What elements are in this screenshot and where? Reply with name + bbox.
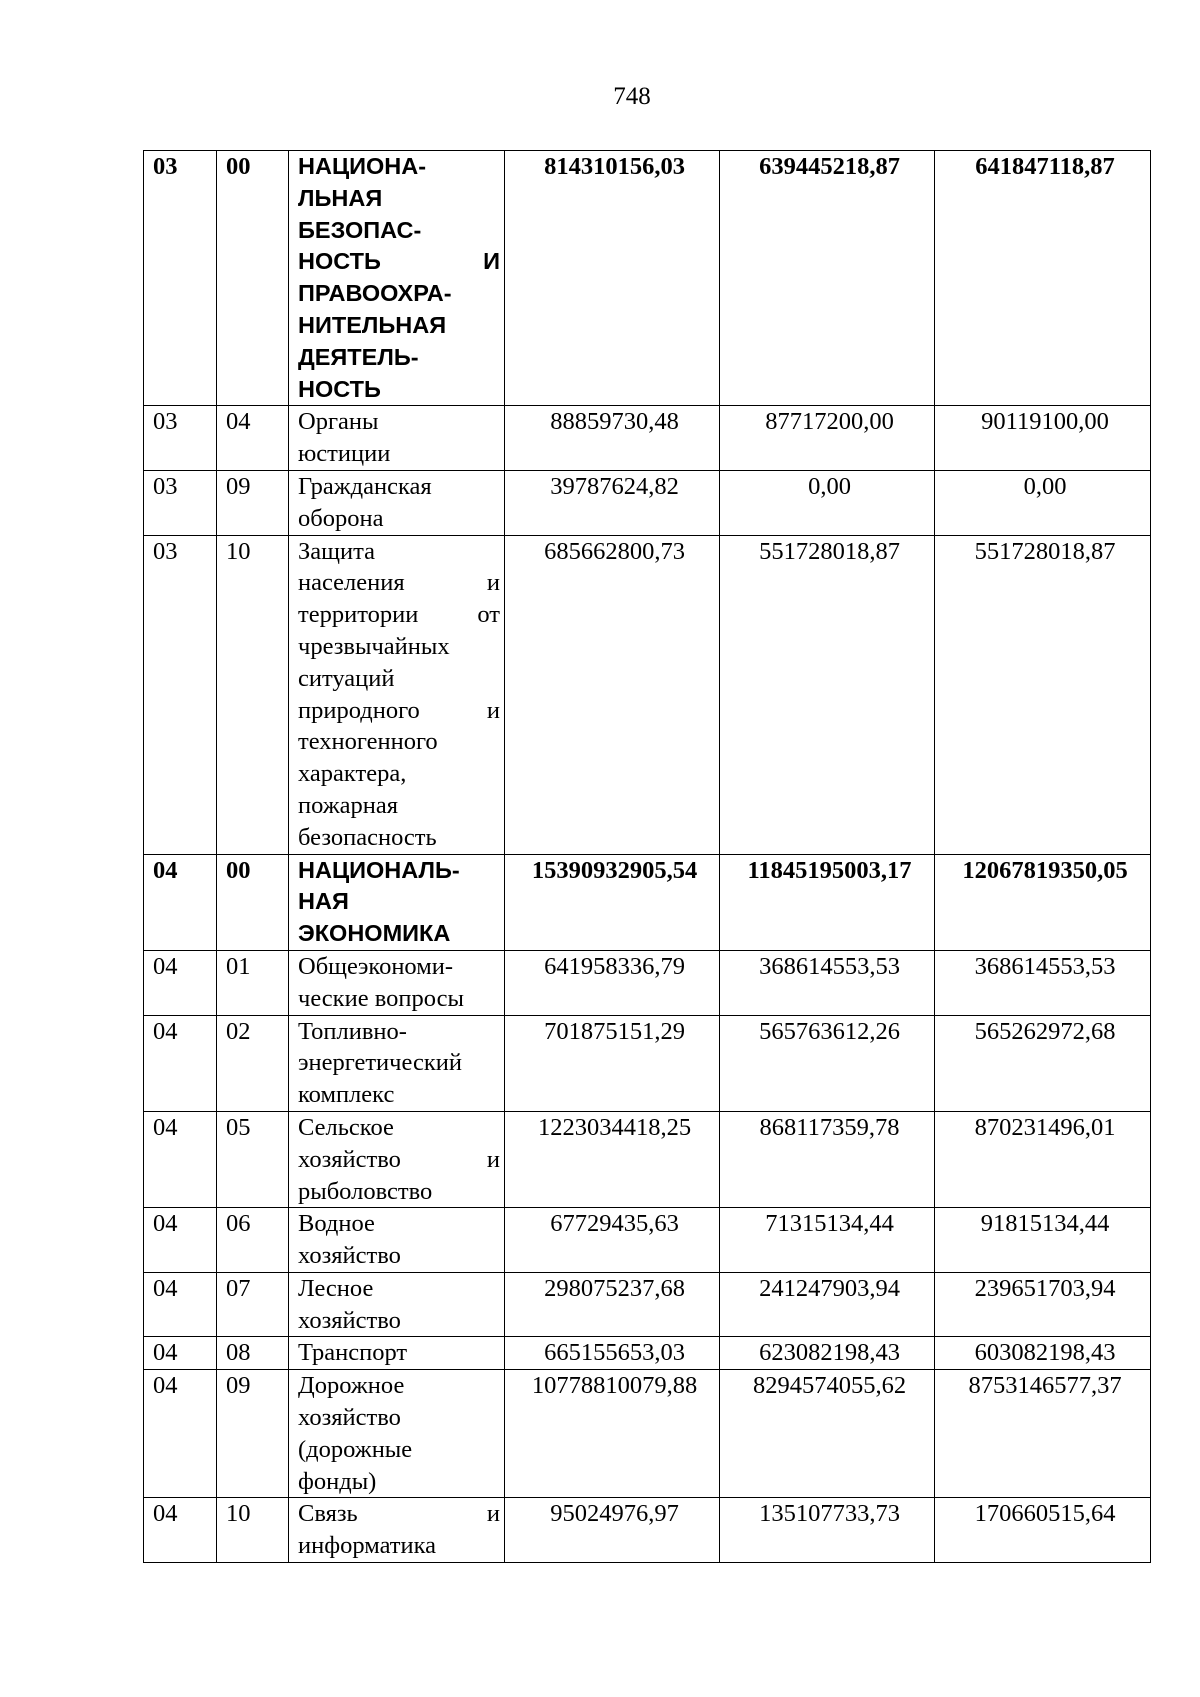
table-row <box>144 535 1151 854</box>
item-name-line: Транспорт <box>298 1339 408 1367</box>
item-name-line: НАЦИОНАЛЬ- <box>298 856 460 883</box>
item-name-line: энергетический <box>298 1049 462 1077</box>
amount-cell-2: 368614553,53 <box>720 950 935 1015</box>
amount-cell-2: 551728018,87 <box>720 535 935 854</box>
table-row <box>144 1272 1151 1337</box>
amount-cell-1: 685662800,73 <box>505 535 720 854</box>
amount-cell-1: 88859730,48 <box>505 406 720 471</box>
subsection-code-cell: 01 <box>217 950 289 1015</box>
section-code-cell: 04 <box>144 854 217 950</box>
item-name-line: юстиции <box>298 440 391 468</box>
amount-cell-1: 10778810079,88 <box>505 1370 720 1498</box>
item-name-line: Органы <box>298 408 379 436</box>
item-name-line: природного и <box>298 696 500 724</box>
amount-cell-3: 565262972,68 <box>935 1015 1151 1111</box>
item-name-line: оборона <box>298 504 384 532</box>
item-name-line: НАЦИОНА- <box>298 153 427 179</box>
item-name-line: информатика <box>298 1532 437 1560</box>
item-name-line: НОСТЬ И <box>298 248 500 275</box>
item-name-line: населения и <box>298 569 500 597</box>
table-row <box>144 1208 1151 1273</box>
table-row <box>144 1111 1151 1207</box>
table-row <box>144 1498 1151 1563</box>
amount-cell-3: 870231496,01 <box>935 1111 1151 1207</box>
section-code-cell: 03 <box>144 151 217 406</box>
item-name-cell <box>289 1208 505 1273</box>
item-name-line: Водное <box>298 1210 375 1238</box>
amount-cell-3: 641847118,87 <box>935 151 1151 406</box>
amount-cell-1: 39787624,82 <box>505 470 720 535</box>
section-code-cell: 03 <box>144 406 217 471</box>
item-name-line: ситуаций <box>298 664 395 692</box>
subsection-code-cell: 00 <box>217 151 289 406</box>
section-code-cell: 04 <box>144 1337 217 1370</box>
amount-cell-1: 298075237,68 <box>505 1272 720 1337</box>
subsection-code-cell: 10 <box>217 535 289 854</box>
subsection-code-cell: 08 <box>217 1337 289 1370</box>
amount-cell-1: 95024976,97 <box>505 1498 720 1563</box>
amount-cell-2: 11845195003,17 <box>720 854 935 950</box>
amount-cell-2: 135107733,73 <box>720 1498 935 1563</box>
item-name-line: хозяйство <box>298 1404 401 1432</box>
section-code-cell: 04 <box>144 1208 217 1273</box>
section-code-cell: 04 <box>144 1111 217 1207</box>
amount-cell-2: 565763612,26 <box>720 1015 935 1111</box>
item-name-line: хозяйство <box>298 1306 401 1334</box>
item-name-line: НОСТЬ <box>298 375 381 402</box>
item-name-cell <box>289 1337 505 1370</box>
item-name-line: ДЕЯТЕЛЬ- <box>298 343 419 370</box>
item-name-line: комплекс <box>298 1081 395 1109</box>
item-name-cell <box>289 950 505 1015</box>
amount-cell-2: 8294574055,62 <box>720 1370 935 1498</box>
table-row <box>144 470 1151 535</box>
item-name-cell <box>289 470 505 535</box>
amount-cell-2: 87717200,00 <box>720 406 935 471</box>
subsection-code-cell: 09 <box>217 1370 289 1498</box>
amount-cell-1: 641958336,79 <box>505 950 720 1015</box>
amount-cell-2: 0,00 <box>720 470 935 535</box>
table-row <box>144 1015 1151 1111</box>
item-name-cell <box>289 1111 505 1207</box>
amount-cell-2: 639445218,87 <box>720 151 935 406</box>
item-name-line: хозяйство <box>298 1242 401 1270</box>
item-name-line: чрезвычайных <box>298 632 450 660</box>
subsection-code-cell: 07 <box>217 1272 289 1337</box>
item-name-cell <box>289 1015 505 1111</box>
amount-cell-2: 241247903,94 <box>720 1272 935 1337</box>
section-code-cell: 04 <box>144 950 217 1015</box>
amount-cell-2: 868117359,78 <box>720 1111 935 1207</box>
item-name-line: пожарная <box>298 791 399 819</box>
amount-cell-3: 91815134,44 <box>935 1208 1151 1273</box>
amount-cell-1: 701875151,29 <box>505 1015 720 1111</box>
item-name-cell <box>289 1498 505 1563</box>
item-name-cell <box>289 1272 505 1337</box>
section-code-cell: 04 <box>144 1015 217 1111</box>
amount-cell-1: 67729435,63 <box>505 1208 720 1273</box>
item-name-line: НАЯ <box>298 888 349 915</box>
item-name-line: Общеэкономи- <box>298 952 453 980</box>
item-name-line: Связь и <box>298 1500 500 1528</box>
item-name-line: техногенного <box>298 728 438 756</box>
item-name-cell <box>289 406 505 471</box>
subsection-code-cell: 00 <box>217 854 289 950</box>
amount-cell-3: 12067819350,05 <box>935 854 1151 950</box>
amount-cell-2: 623082198,43 <box>720 1337 935 1370</box>
item-name-line: ческие вопросы <box>298 984 464 1012</box>
amount-cell-3: 603082198,43 <box>935 1337 1151 1370</box>
item-name-cell <box>289 1370 505 1498</box>
amount-cell-1: 15390932905,54 <box>505 854 720 950</box>
subsection-code-cell: 05 <box>217 1111 289 1207</box>
item-name-line: Защита <box>298 537 376 565</box>
item-name-line: рыболовство <box>298 1177 433 1205</box>
table-row <box>144 950 1151 1015</box>
subsection-code-cell: 10 <box>217 1498 289 1563</box>
item-name-line: характера, <box>298 760 407 788</box>
page-number: 748 <box>613 83 651 110</box>
item-name-line: Гражданская <box>298 472 432 500</box>
item-name-line: ЛЬНАЯ <box>298 184 383 211</box>
table-row <box>144 1337 1151 1370</box>
section-code-cell: 04 <box>144 1370 217 1498</box>
amount-cell-2: 71315134,44 <box>720 1208 935 1273</box>
item-name-line: Топливно- <box>298 1017 407 1045</box>
section-code-cell: 03 <box>144 470 217 535</box>
section-code-cell: 04 <box>144 1498 217 1563</box>
table-row <box>144 854 1151 950</box>
amount-cell-3: 8753146577,37 <box>935 1370 1151 1498</box>
item-name-cell <box>289 854 505 950</box>
table-body <box>144 151 1151 1563</box>
item-name-line: Сельское <box>298 1113 394 1141</box>
amount-cell-1: 665155653,03 <box>505 1337 720 1370</box>
item-name-line: ЭКОНОМИКА <box>298 920 451 947</box>
table-row <box>144 1370 1151 1498</box>
item-name-line: хозяйство и <box>298 1145 500 1173</box>
amount-cell-1: 1223034418,25 <box>505 1111 720 1207</box>
amount-cell-3: 551728018,87 <box>935 535 1151 854</box>
section-code-cell: 04 <box>144 1272 217 1337</box>
section-code-cell: 03 <box>144 535 217 854</box>
amount-cell-3: 90119100,00 <box>935 406 1151 471</box>
amount-cell-3: 239651703,94 <box>935 1272 1151 1337</box>
subsection-code-cell: 02 <box>217 1015 289 1111</box>
amount-cell-3: 368614553,53 <box>935 950 1151 1015</box>
item-name-line: безопасность <box>298 823 437 851</box>
table-row <box>144 406 1151 471</box>
subsection-code-cell: 06 <box>217 1208 289 1273</box>
item-name-line: фонды) <box>298 1467 377 1495</box>
item-name-line: БЕЗОПАС- <box>298 216 422 243</box>
table-row <box>144 151 1151 406</box>
item-name-line: НИТЕЛЬНАЯ <box>298 311 447 338</box>
amount-cell-1: 814310156,03 <box>505 151 720 406</box>
amount-cell-3: 170660515,64 <box>935 1498 1151 1563</box>
item-name-cell <box>289 151 505 406</box>
item-name-line: (дорожные <box>298 1435 413 1463</box>
subsection-code-cell: 09 <box>217 470 289 535</box>
item-name-line: территории от <box>298 601 500 629</box>
item-name-line: Дорожное <box>298 1372 405 1400</box>
item-name-line: Лесное <box>298 1274 374 1302</box>
item-name-cell <box>289 535 505 854</box>
item-name-line: ПРАВООХРА- <box>298 280 452 307</box>
budget-table <box>143 150 1151 1563</box>
amount-cell-3: 0,00 <box>935 470 1151 535</box>
subsection-code-cell: 04 <box>217 406 289 471</box>
